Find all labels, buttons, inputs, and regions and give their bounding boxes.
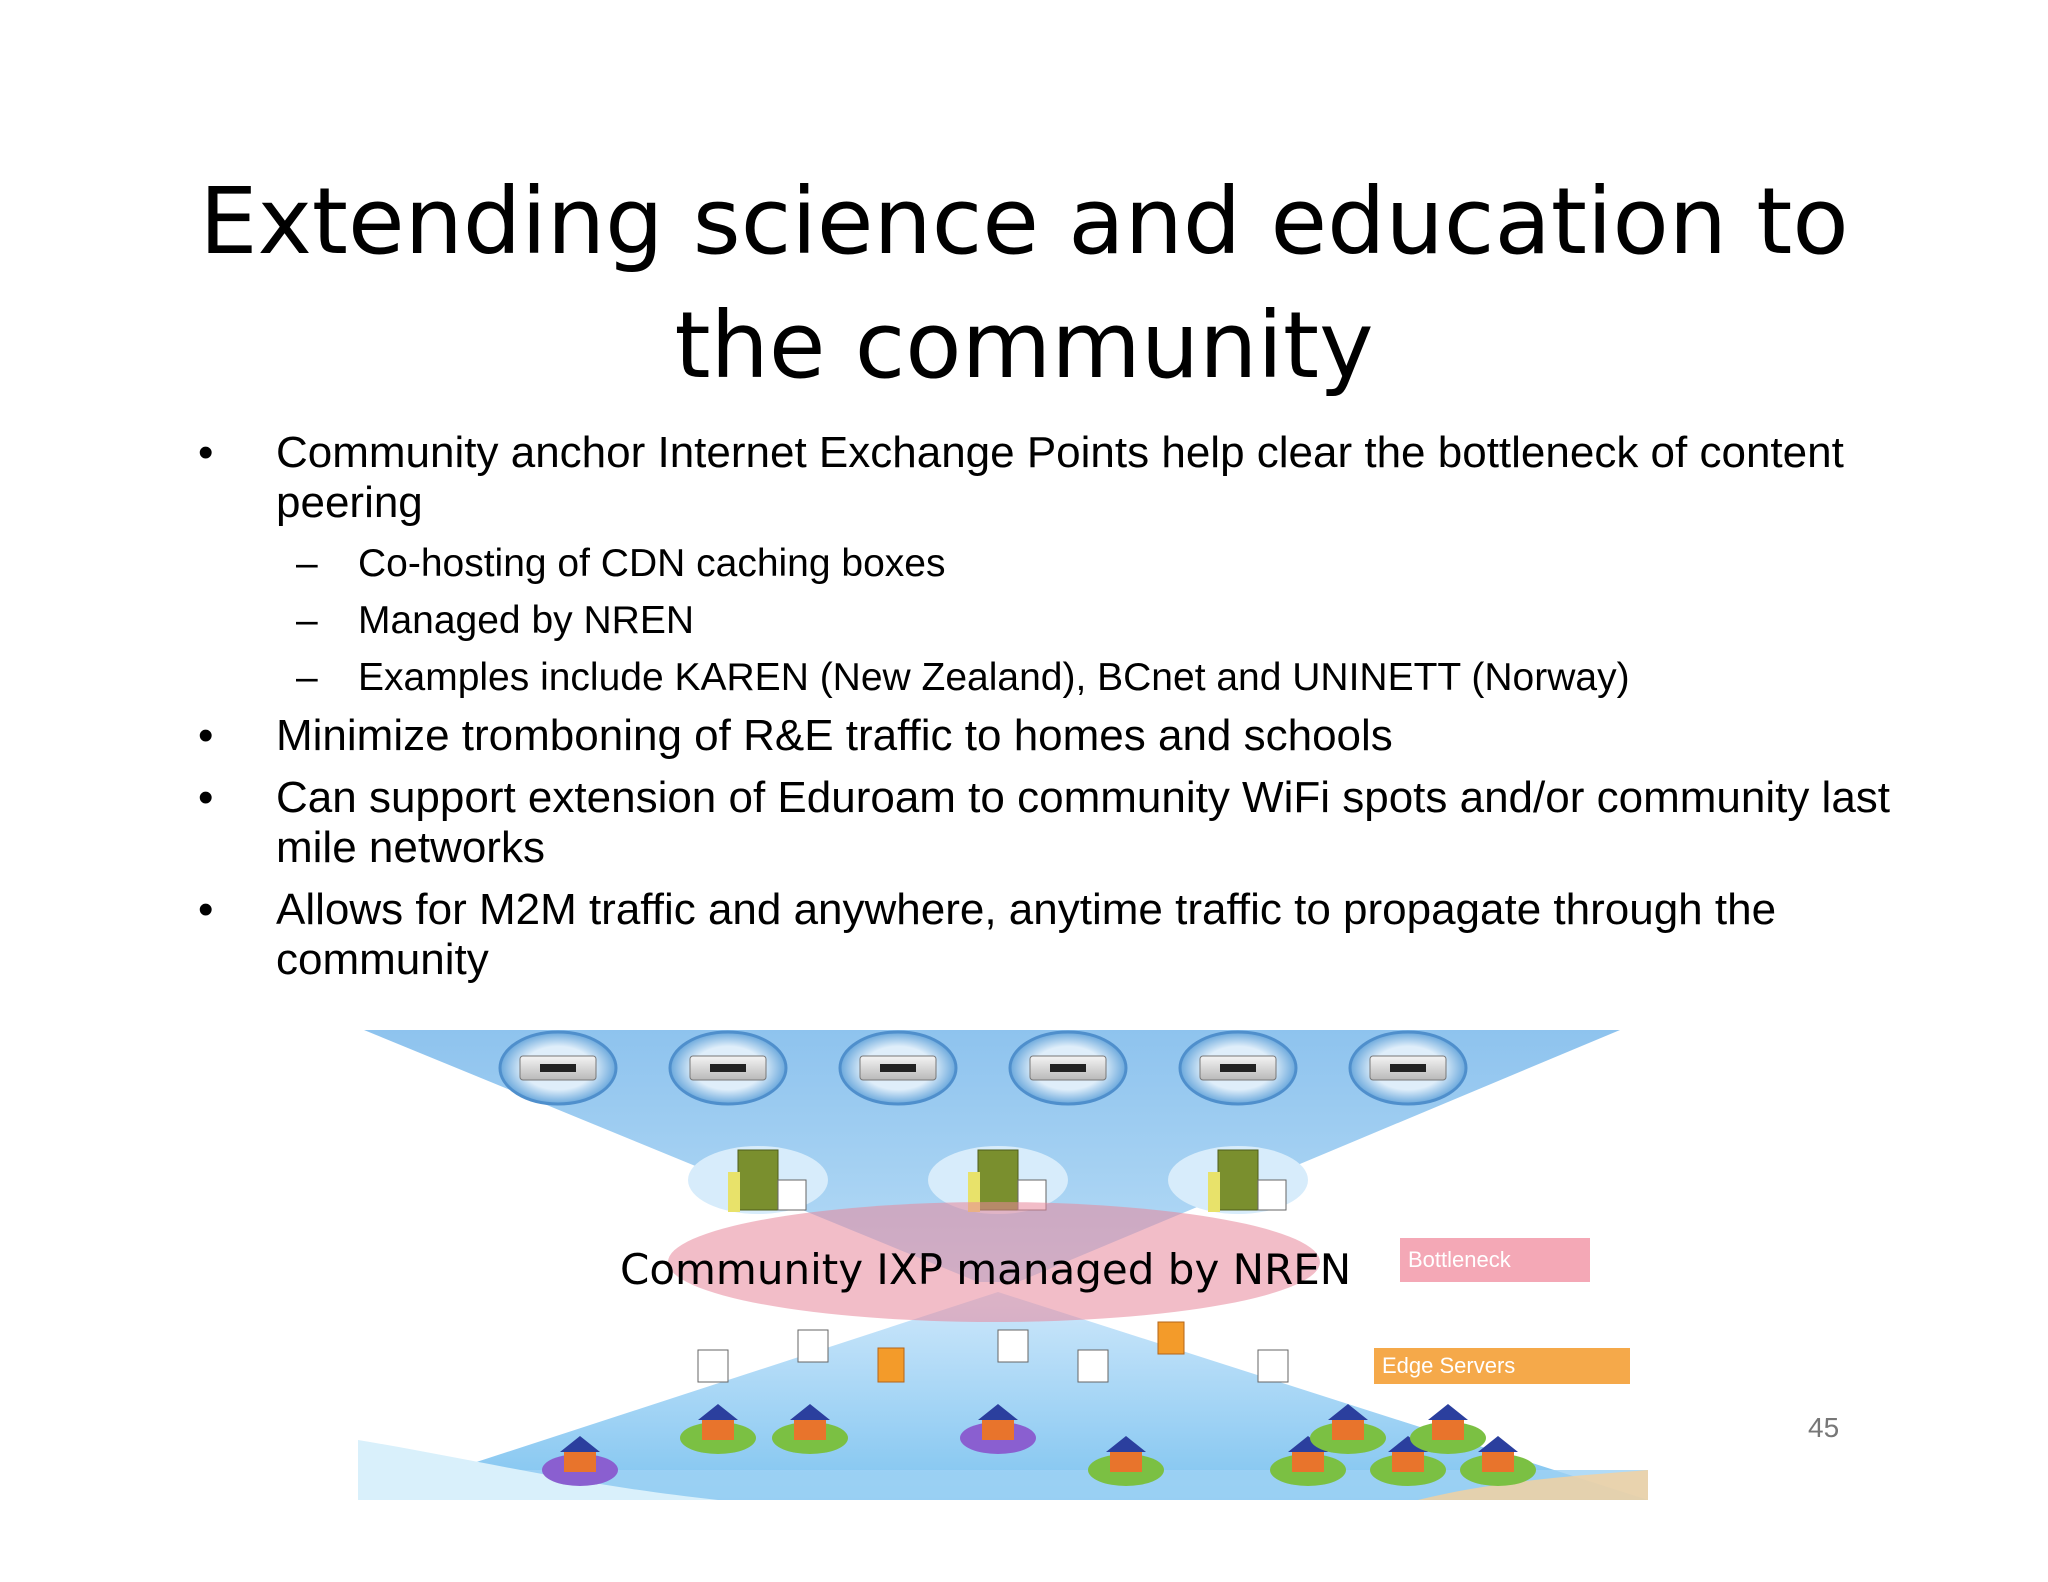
slide-title [0, 160, 2048, 408]
bullet-dot: • [198, 885, 214, 934]
bullet-dot: • [198, 428, 214, 477]
page-number: 45 [1808, 1412, 1840, 1443]
bullet-item [198, 711, 1918, 761]
server-icon [1350, 1032, 1466, 1104]
sub-bullet-item [198, 654, 1918, 702]
sub-bullet-text: Managed by NREN [358, 599, 694, 642]
server-icon [670, 1032, 786, 1104]
bullet-text: Allows for M2M traffic and anywhere, anytime traffic to propagate through the community [276, 885, 1777, 984]
bullet-item [198, 773, 1918, 873]
bullet-text: Community anchor Internet Exchange Points help clear the bottleneck of content peering [276, 428, 1844, 527]
sub-bullet-dash: – [296, 656, 318, 699]
server-icon [500, 1032, 616, 1104]
server-icon [840, 1032, 956, 1104]
server-icon [1180, 1032, 1296, 1104]
edge-servers-legend: Edge Servers [1374, 1348, 1630, 1384]
edge-server-icon [798, 1330, 828, 1362]
bullet-item [198, 885, 1918, 985]
sub-bullet-item [198, 597, 1918, 645]
slide-title-line2: the community [674, 292, 1374, 399]
bullet-dot: • [198, 711, 214, 760]
edge-server-icon [998, 1330, 1028, 1362]
sub-bullet-dash: – [296, 542, 318, 585]
sub-bullet-text: Co-hosting of CDN caching boxes [358, 542, 946, 585]
edge-server-icon [1078, 1350, 1108, 1382]
home-icon [1410, 1404, 1486, 1454]
cloud-tower-icon [688, 1146, 828, 1214]
edge-server-icon [1258, 1350, 1288, 1382]
bottleneck-legend: Bottleneck [1400, 1238, 1590, 1282]
sub-bullet-text: Examples include KAREN (New Zealand), BCnet and UNINETT (Norway) [358, 656, 1630, 699]
edge-server-icon [878, 1348, 904, 1382]
edge-server-icon [698, 1350, 728, 1382]
edge-server-icon [1158, 1322, 1184, 1354]
server-icon [1010, 1032, 1126, 1104]
bullet-text: Minimize tromboning of R&E traffic to homes and schools [276, 711, 1393, 760]
sub-bullet-dash: – [296, 599, 318, 642]
bullet-text: Can support extension of Eduroam to community WiFi spots and/or community last mile networks [276, 773, 1891, 872]
cloud-tower-icon [1168, 1146, 1308, 1214]
bullet-list [198, 428, 1918, 997]
slide-title-line1: Extending science and education to [199, 168, 1849, 275]
bullet-dot: • [198, 773, 214, 822]
ixp-label: Community IXP managed by NREN [620, 1245, 1352, 1294]
sub-bullet-item [198, 540, 1918, 588]
bullet-item [198, 428, 1918, 528]
